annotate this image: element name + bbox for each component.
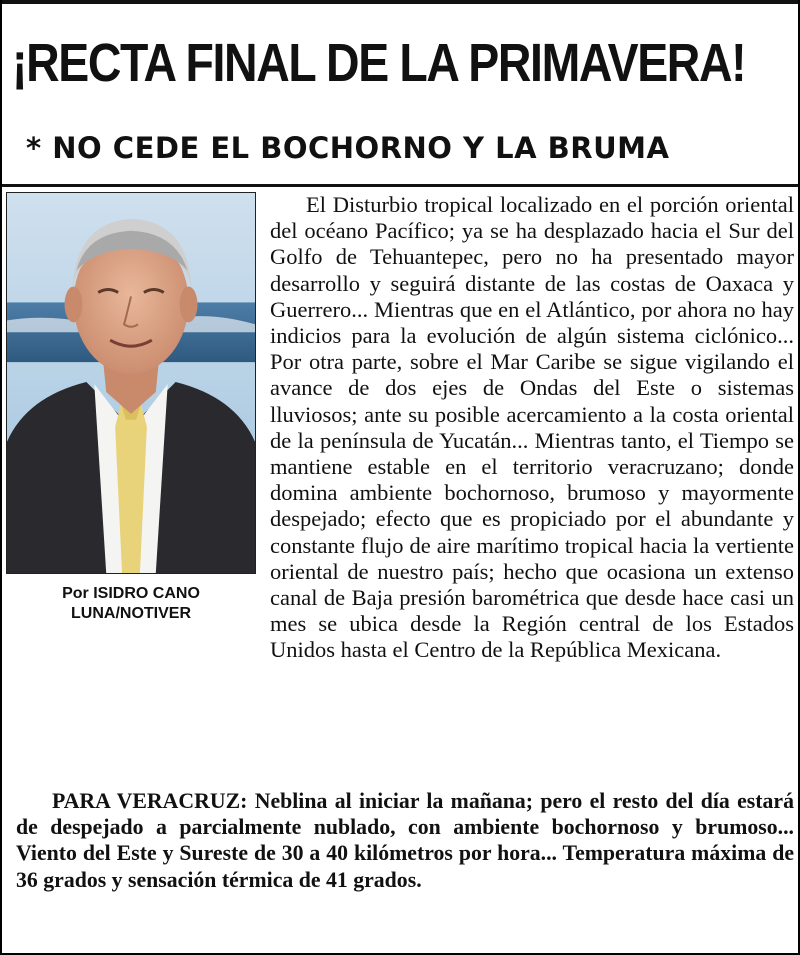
paragraph-2-text: PARA VERACRUZ: Neblina al iniciar la mañana; pero el resto del día estará de despejado a parcialmente nublado, con ambiente bochornoso y brumoso... Viento del Este y Sureste de 30 a 40 kilómetros por hora... Temperatura máxima de 36 grados y sensación térmica de 41 grados. [16,789,794,892]
article-body-paragraph-1 [16,192,794,664]
headline: ¡RECTA FINAL DE LA PRIMAVERA! [12,33,746,93]
top-rule [2,0,800,4]
article-body-paragraph-2 [16,788,794,893]
photo-caption-line1: Por ISIDRO CANO [62,585,200,602]
section-divider [2,184,800,187]
paragraph-1-text: El Disturbio tropical localizado en el porción oriental del océano Pacífico; ya se ha desplazado hacia el Sur del Golfo de Tehuantepec, pero no ha presentado mayor desarrollo y seguirá distante de las costas de Oaxaca y Guerrero... Mientras que en el Atlántico, por ahora no hay indicios para la evolución de algún sistema ciclónico... Por otra parte, sobre el Mar Caribe se sigue vigilando el avance de dos ejes de Ondas del Este o sistemas lluviosos; ante su posible acercamiento a la costa oriental de la península de Yucatán... Mientras tanto, el Tiempo se mantiene estable en el territorio veracruzano; donde domina ambiente bochornoso, brumoso y mayormente despejado; efecto que es propiciado por el abundante y constante flujo de aire marítimo tropical hacia la vertiente oriental de nuestro país; hecho que ocasiona un extenso canal de Baja presión barométrica que desde hace casi un mes se ubica desde la Región central de los Estados Unidos hasta el Centro de la República Mexicana. [270,192,794,663]
subheadline: * NO CEDE EL BOCHORNO Y LA BRUMA [26,131,670,165]
photo-wrap-spacer [16,192,270,640]
photo-caption-line2: LUNA/NOTIVER [71,605,191,622]
